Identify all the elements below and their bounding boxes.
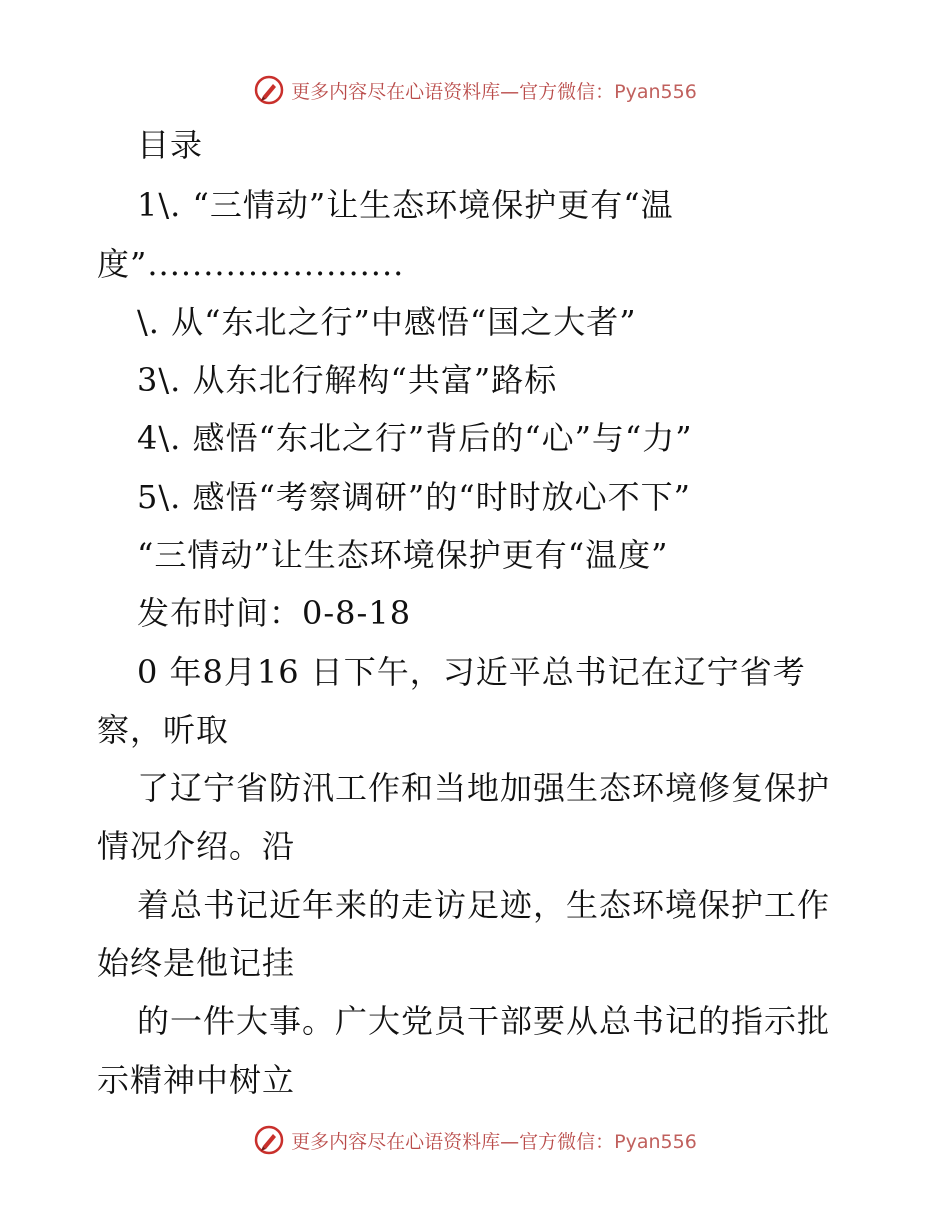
paragraph-line: 察，听取 — [97, 711, 230, 749]
footer-banner — [0, 1120, 950, 1160]
paragraph-line: 0 年8月16 日下午，习近平总书记在辽宁省考 — [137, 653, 806, 691]
paragraph-line: 着总书记近年来的走访足迹，生态环境保护工作 — [137, 886, 831, 924]
publish-time: 发布时间：0-8-18 — [137, 594, 412, 632]
header-banner-text: 更多内容尽在心语资料库—官方微信：Pyan556 — [291, 80, 697, 103]
footer-banner-text: 更多内容尽在心语资料库—官方微信：Pyan556 — [291, 1130, 697, 1153]
paragraph-line: 的一件大事。广大党员干部要从总书记的指示批 — [137, 1002, 831, 1040]
paragraph-line: 示精神中树立 — [97, 1061, 296, 1099]
toc-title: 目录 — [137, 126, 204, 164]
paragraph-line: 情况介绍。沿 — [97, 827, 296, 865]
paragraph-line: 了辽宁省防汛工作和当地加强生态环境修复保护 — [137, 769, 831, 807]
article-title: “三情动”让生态环境保护更有“温度” — [137, 536, 669, 574]
toc-item-5: 5\. 感悟“考察调研”的“时时放心不下” — [137, 478, 691, 516]
pen-logo-icon — [253, 1124, 285, 1156]
toc-item-3: 3\. 从东北行解构“共富”路标 — [137, 361, 558, 399]
toc-item-1-continued: 度”....................... — [97, 245, 405, 283]
header-wechat-id: Pyan556 — [614, 80, 697, 103]
toc-item-1: 1\. “三情动”让生态环境保护更有“温 — [137, 186, 674, 224]
toc-item-2: \. 从“东北之行”中感悟“国之大者” — [137, 303, 637, 341]
paragraph-line: 始终是他记挂 — [97, 944, 296, 982]
footer-wechat-id: Pyan556 — [614, 1130, 697, 1153]
toc-item-4: 4\. 感悟“东北之行”背后的“心”与“力” — [137, 419, 693, 457]
